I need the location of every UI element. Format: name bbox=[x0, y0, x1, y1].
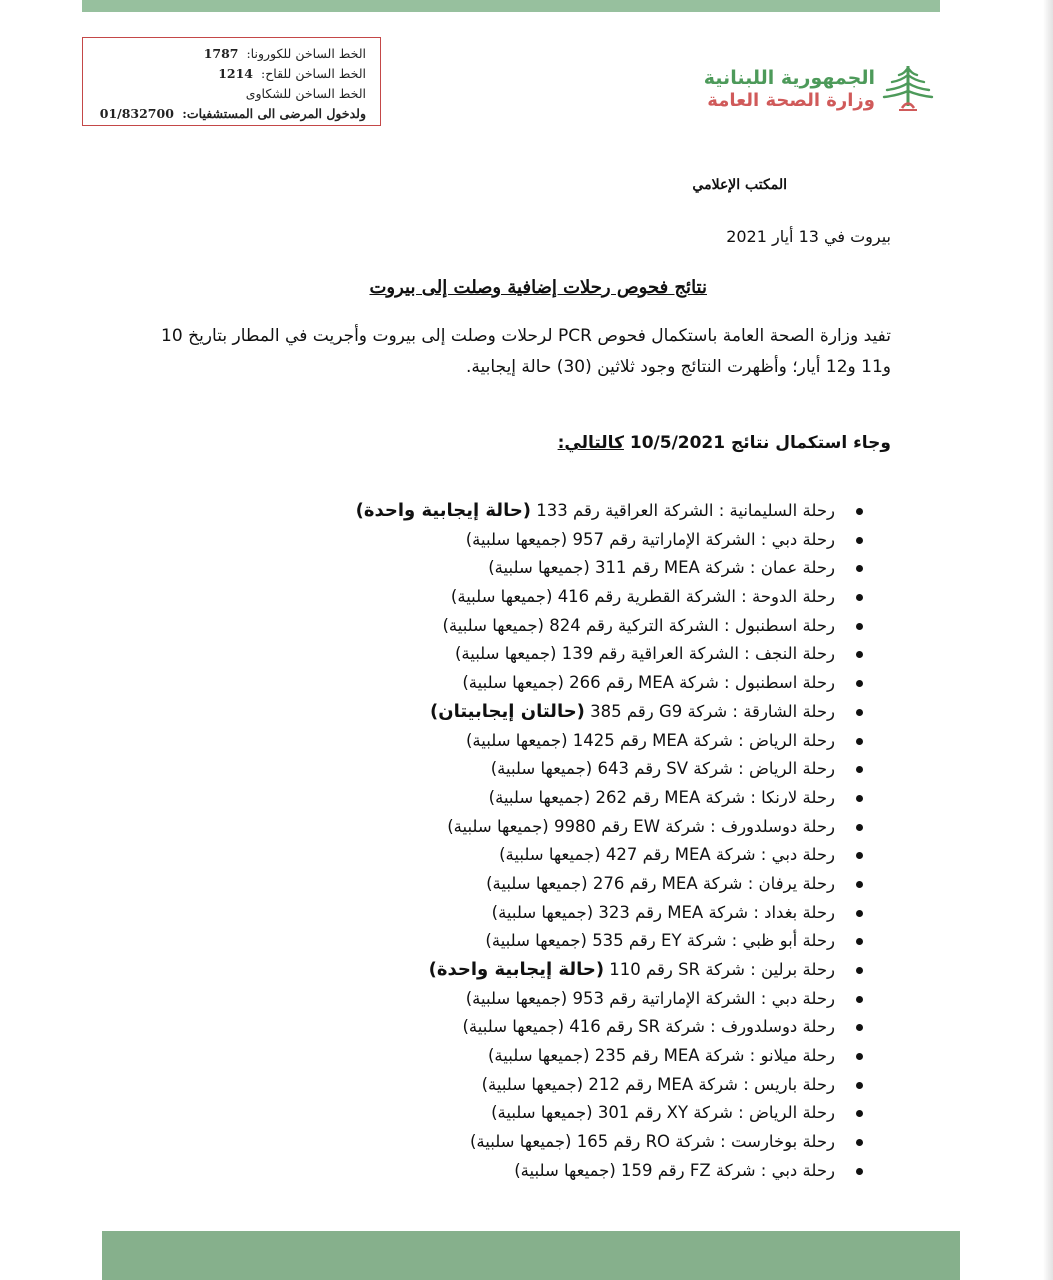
hotline-label: ولدخول المرضى الى المستشفيات: bbox=[182, 106, 366, 121]
flight-result-negative: (جميعها سلبية) bbox=[465, 529, 568, 549]
hotline-number: 1787 bbox=[203, 46, 239, 61]
bullet-icon bbox=[856, 1053, 863, 1060]
flight-item bbox=[223, 870, 863, 899]
page-edge-shadow bbox=[1043, 0, 1053, 1280]
flight-description: رحلة دبي : الشركة الإماراتية رقم 957 bbox=[572, 529, 835, 549]
flight-item bbox=[223, 813, 863, 842]
flight-item bbox=[223, 640, 863, 669]
hotline-complaints bbox=[93, 84, 366, 104]
ministry-logo bbox=[635, 66, 875, 112]
flight-result-positive: (حالتان إيجابيتان) bbox=[429, 700, 585, 722]
bullet-icon bbox=[856, 910, 863, 917]
flight-description: رحلة الرياض : شركة MEA رقم 1425 bbox=[572, 730, 835, 750]
flight-description: رحلة اسطنبول : الشركة التركية رقم 824 bbox=[549, 615, 835, 635]
flight-item bbox=[223, 1099, 863, 1128]
flight-result-negative: (جميعها سلبية) bbox=[488, 1046, 590, 1066]
hotline-vaccine bbox=[93, 64, 366, 84]
cedar-icon bbox=[881, 62, 935, 114]
flight-item bbox=[223, 497, 863, 526]
bullet-icon bbox=[856, 1082, 863, 1089]
bullet-icon bbox=[856, 996, 863, 1003]
flight-description: رحلة ميلانو : شركة MEA رقم 235 bbox=[594, 1046, 835, 1066]
flight-item bbox=[223, 1128, 863, 1157]
flight-item bbox=[223, 956, 863, 985]
flight-item bbox=[223, 1013, 863, 1042]
bullet-icon bbox=[856, 967, 863, 974]
bullet-icon bbox=[856, 680, 863, 687]
flight-description: رحلة دبي : الشركة الإماراتية رقم 953 bbox=[572, 988, 835, 1008]
flight-result-negative: (جميعها سلبية) bbox=[499, 845, 601, 865]
flight-item bbox=[223, 985, 863, 1014]
flight-description: رحلة بغداد : شركة MEA رقم 323 bbox=[598, 902, 835, 922]
flight-description: رحلة الدوحة : الشركة القطرية رقم 416 bbox=[557, 587, 835, 607]
bullet-icon bbox=[856, 1024, 863, 1031]
hotline-number: 1214 bbox=[218, 66, 253, 81]
flight-description: رحلة دبي : شركة FZ رقم 159 bbox=[621, 1160, 835, 1180]
flight-result-negative: (جميعها سلبية) bbox=[447, 816, 549, 836]
flight-result-negative: (جميعها سلبية) bbox=[491, 1103, 593, 1123]
flight-result-negative: (جميعها سلبية) bbox=[488, 787, 591, 807]
hotline-label: الخط الساخن للقاح: bbox=[260, 66, 366, 81]
flight-description: رحلة باريس : شركة MEA رقم 212 bbox=[588, 1074, 835, 1094]
flight-result-negative: (جميعها سلبية) bbox=[442, 615, 544, 635]
flight-result-negative: (جميعها سلبية) bbox=[490, 759, 593, 779]
bullet-icon bbox=[856, 824, 863, 831]
bullet-icon bbox=[856, 738, 863, 745]
flight-description: رحلة الرياض : شركة SV رقم 643 bbox=[597, 759, 835, 779]
flight-item bbox=[223, 526, 863, 555]
flight-item bbox=[223, 698, 863, 727]
flight-item bbox=[223, 1071, 863, 1100]
flight-result-negative: (جميعها سلبية) bbox=[514, 1160, 616, 1180]
bullet-icon bbox=[856, 938, 863, 945]
results-heading bbox=[558, 433, 891, 453]
flight-item bbox=[223, 755, 863, 784]
flight-description: رحلة الرياض : شركة XY رقم 301 bbox=[597, 1103, 835, 1123]
results-heading-suffix: كالتالي: bbox=[557, 433, 624, 453]
flight-result-negative: (جميعها سلبية) bbox=[450, 587, 553, 607]
flight-result-negative: (جميعها سلبية) bbox=[488, 558, 590, 578]
intro-paragraph: تفيد وزارة الصحة العامة باستكمال فحوص PCR لرحلات وصلت إلى بيروت وأجريت في المطار بتاريخ 10 و11 و12 أيار؛ وأظهرت النتائج وجود ثلاثين (30) حالة إيجابية. bbox=[161, 326, 892, 377]
flight-item bbox=[223, 1042, 863, 1071]
flight-result-negative: (جميعها سلبية) bbox=[486, 873, 588, 893]
bullet-icon bbox=[856, 508, 863, 515]
flight-item bbox=[223, 727, 863, 756]
flight-item bbox=[223, 583, 863, 612]
hotline-label: الخط الساخن للشكاوى bbox=[245, 86, 366, 101]
flight-description: رحلة دبي : شركة MEA رقم 427 bbox=[605, 845, 835, 865]
results-heading-prefix: وجاء استكمال نتائج 10/5/2021 bbox=[629, 433, 891, 453]
bullet-icon bbox=[856, 651, 863, 658]
hotline-corona bbox=[93, 44, 366, 64]
flight-description: رحلة يرفان : شركة MEA رقم 276 bbox=[592, 873, 835, 893]
flight-item bbox=[223, 554, 863, 583]
flight-description: رحلة اسطنبول : شركة MEA رقم 266 bbox=[569, 673, 835, 693]
flight-description: رحلة أبو ظبي : شركة EY رقم 535 bbox=[592, 931, 835, 951]
flight-result-positive: (حالة إيجابية واحدة) bbox=[428, 959, 605, 980]
bullet-icon bbox=[856, 565, 863, 572]
hotline-hospitals bbox=[93, 104, 366, 124]
bullet-icon bbox=[856, 623, 863, 630]
flight-results-list bbox=[223, 497, 863, 1186]
flight-result-negative: (جميعها سلبية) bbox=[485, 931, 587, 951]
flight-item bbox=[223, 612, 863, 641]
flight-description: رحلة بوخارست : شركة RO رقم 165 bbox=[576, 1132, 835, 1152]
flight-description: رحلة دوسلدورف : شركة EW رقم 9980 bbox=[553, 816, 835, 836]
flight-description: رحلة الشارقة : شركة G9 رقم 385 bbox=[590, 701, 835, 721]
flight-result-positive: (حالة إيجابية واحدة) bbox=[355, 500, 532, 521]
document-date: بيروت في 13 أيار 2021 bbox=[726, 227, 891, 246]
flight-item bbox=[223, 899, 863, 928]
flight-item bbox=[223, 784, 863, 813]
document-title: نتائج فحوص رحلات إضافية وصلت إلى بيروت bbox=[369, 277, 707, 298]
flight-result-negative: (جميعها سلبية) bbox=[462, 673, 564, 693]
flight-result-negative: (جميعها سلبية) bbox=[466, 730, 568, 750]
bullet-icon bbox=[856, 881, 863, 888]
bullet-icon bbox=[856, 537, 863, 544]
flight-item bbox=[223, 669, 863, 698]
flight-description: رحلة عمان : شركة MEA رقم 311 bbox=[595, 558, 835, 578]
bottom-decorative-band bbox=[102, 1231, 960, 1280]
bullet-icon bbox=[856, 852, 863, 859]
flight-item bbox=[223, 1157, 863, 1186]
hotline-number: 01/832700 bbox=[99, 106, 174, 121]
flight-result-negative: (جميعها سلبية) bbox=[454, 644, 557, 664]
bullet-icon bbox=[856, 1110, 863, 1117]
bullet-icon bbox=[856, 1139, 863, 1146]
flight-description: رحلة النجف : الشركة العراقية رقم 139 bbox=[561, 644, 835, 664]
flight-description: رحلة لارنكا : شركة MEA رقم 262 bbox=[595, 787, 835, 807]
bullet-icon bbox=[856, 766, 863, 773]
bullet-icon bbox=[856, 795, 863, 802]
logo-republic-text: الجمهورية اللبنانية bbox=[703, 67, 875, 89]
bullet-icon bbox=[856, 709, 863, 716]
flight-item bbox=[223, 927, 863, 956]
hotline-box bbox=[82, 37, 381, 126]
top-decorative-band bbox=[82, 0, 940, 12]
logo-ministry-text: وزارة الصحة العامة bbox=[707, 90, 875, 111]
bullet-icon bbox=[856, 1168, 863, 1175]
press-office-label: المكتب الإعلامي bbox=[692, 177, 787, 193]
flight-result-negative: (جميعها سلبية) bbox=[491, 902, 594, 922]
flight-result-negative: (جميعها سلبية) bbox=[481, 1074, 584, 1094]
flight-description: رحلة دوسلدورف : شركة SR رقم 416 bbox=[569, 1017, 835, 1037]
flight-result-negative: (جميعها سلبية) bbox=[462, 1017, 565, 1037]
hotline-label: الخط الساخن للكورونا: bbox=[246, 46, 366, 61]
flight-result-negative: (جميعها سلبية) bbox=[469, 1132, 572, 1152]
flight-result-negative: (جميعها سلبية) bbox=[465, 988, 568, 1008]
bullet-icon bbox=[856, 594, 863, 601]
flight-description: رحلة برلين : شركة SR رقم 110 bbox=[609, 960, 835, 979]
flight-item bbox=[223, 841, 863, 870]
flight-description: رحلة السليمانية : الشركة العراقية رقم 133 bbox=[536, 501, 835, 520]
